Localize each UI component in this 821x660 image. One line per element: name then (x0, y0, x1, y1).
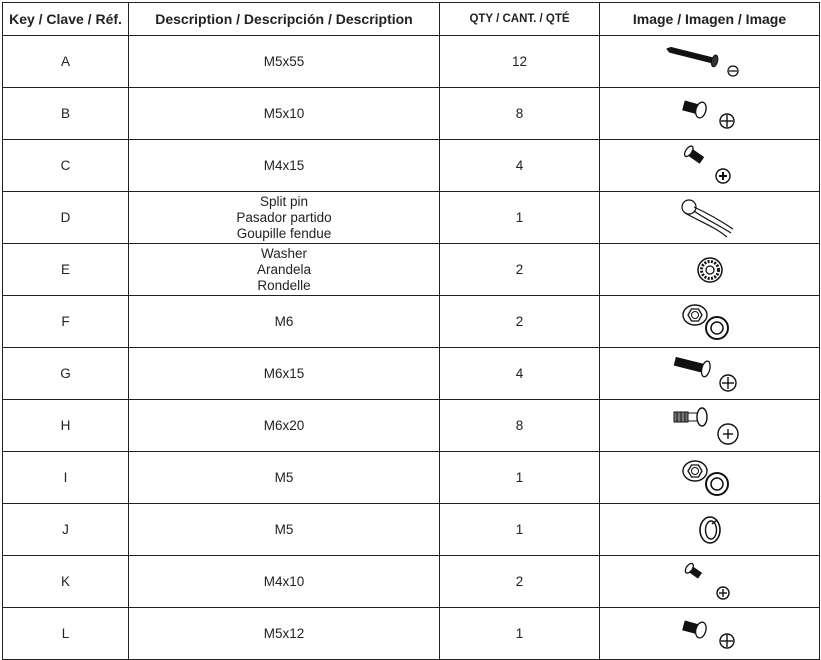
short-bolt-icon (600, 613, 819, 655)
part-image (600, 504, 820, 556)
part-quantity: 4 (440, 140, 600, 192)
description-column-header: Description / Descripción / Description (129, 3, 440, 36)
table-row (3, 504, 820, 556)
part-description (129, 296, 440, 348)
description-line: M6 (274, 313, 294, 329)
part-quantity: 2 (440, 244, 600, 296)
part-key: A (3, 36, 129, 88)
lock-washer-icon (600, 511, 819, 549)
part-image (600, 296, 820, 348)
part-key: I (3, 452, 129, 504)
description-line: M4x10 (263, 573, 305, 589)
table-row (3, 244, 820, 296)
table-row (3, 192, 820, 244)
part-image (600, 36, 820, 88)
part-image (600, 556, 820, 608)
table-row (3, 88, 820, 140)
part-description (129, 244, 440, 296)
part-quantity: 12 (440, 36, 600, 88)
part-description (129, 36, 440, 88)
description-line: Goupille fendue (236, 225, 332, 241)
washer-icon (600, 252, 819, 288)
part-description (129, 556, 440, 608)
part-quantity: 2 (440, 296, 600, 348)
part-description (129, 88, 440, 140)
table-row (3, 36, 820, 88)
table-row (3, 452, 820, 504)
part-quantity: 1 (440, 608, 600, 660)
flange-nut-icon (600, 456, 819, 500)
qty-column-header: QTY / CANT. / QTÉ (440, 3, 600, 36)
description-line: M6x15 (263, 365, 305, 381)
key-column-header: Key / Clave / Réf. (3, 3, 129, 36)
part-description (129, 348, 440, 400)
part-quantity: 8 (440, 88, 600, 140)
part-image (600, 608, 820, 660)
part-quantity: 8 (440, 400, 600, 452)
table-row (3, 608, 820, 660)
small-screw-icon (600, 559, 819, 605)
part-description (129, 192, 440, 244)
part-image (600, 452, 820, 504)
part-key: F (3, 296, 129, 348)
part-quantity: 1 (440, 192, 600, 244)
table-row (3, 296, 820, 348)
part-description (129, 452, 440, 504)
description-line: Arandela (256, 261, 312, 277)
description-line: M5 (274, 469, 294, 485)
description-line: M5x10 (263, 105, 305, 121)
part-key: E (3, 244, 129, 296)
part-image (600, 140, 820, 192)
part-key: H (3, 400, 129, 452)
part-key: J (3, 504, 129, 556)
description-line: M5x55 (263, 53, 305, 69)
part-description (129, 400, 440, 452)
split-pin-icon (600, 195, 819, 241)
description-line: M4x15 (263, 157, 305, 173)
description-line: Washer (260, 245, 307, 261)
part-key: C (3, 140, 129, 192)
flange-nut-icon (600, 300, 819, 344)
part-key: G (3, 348, 129, 400)
description-line: Rondelle (257, 277, 311, 293)
table-header-row (3, 3, 820, 36)
phillips-screw-icon (600, 143, 819, 189)
part-quantity: 2 (440, 556, 600, 608)
part-description (129, 140, 440, 192)
table-row (3, 140, 820, 192)
hardware-parts-table (2, 2, 820, 660)
table-row (3, 556, 820, 608)
part-description (129, 608, 440, 660)
part-key: K (3, 556, 129, 608)
part-quantity: 1 (440, 452, 600, 504)
description-line: Pasador partido (236, 209, 332, 225)
description-line: M5 (274, 521, 294, 537)
part-quantity: 4 (440, 348, 600, 400)
short-bolt-icon (600, 93, 819, 135)
description-line: M5x12 (263, 625, 305, 641)
table-row (3, 348, 820, 400)
part-image (600, 192, 820, 244)
part-image (600, 348, 820, 400)
part-key: L (3, 608, 129, 660)
shoulder-bolt-icon (600, 404, 819, 448)
table-row (3, 400, 820, 452)
part-image (600, 244, 820, 296)
part-image (600, 400, 820, 452)
part-key: B (3, 88, 129, 140)
part-quantity: 1 (440, 504, 600, 556)
bolt-icon (600, 353, 819, 395)
description-line: M6x20 (263, 417, 305, 433)
part-description (129, 504, 440, 556)
image-column-header: Image / Imagen / Image (600, 3, 820, 36)
description-line: Split pin (259, 193, 309, 209)
long-bolt-icon (600, 42, 819, 82)
part-key: D (3, 192, 129, 244)
part-image (600, 88, 820, 140)
